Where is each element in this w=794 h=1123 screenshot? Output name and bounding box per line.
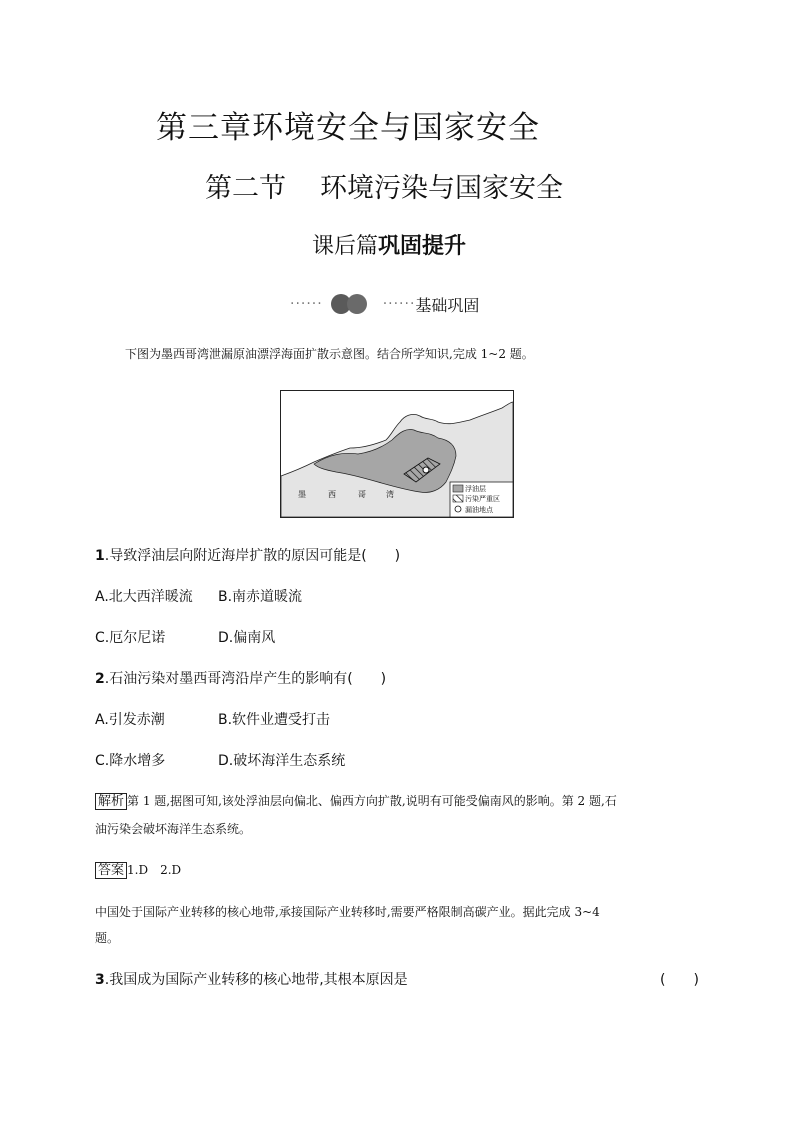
subtitle-normal: 课后篇 [312, 234, 379, 259]
sea-label-3: 哥 [358, 490, 366, 499]
legend-oil: 浮油层 [465, 485, 486, 493]
question-stem: .导致浮油层向附近海岸扩散的原因可能是( ) [104, 548, 401, 564]
question-number: 1 [95, 548, 105, 564]
q2-option-c: C.降水增多 [95, 753, 166, 769]
question-stem: .石油污染对墨西哥湾沿岸产生的影响有( ) [104, 671, 387, 687]
q2-option-b: B.软件业遭受打击 [218, 712, 331, 728]
section-label [290, 292, 479, 316]
sea-label-2: 西 [328, 490, 336, 499]
intro-text: 下图为墨西哥湾泄漏原油漂浮海面扩散示意图。结合所学知识,完成 1~2 题。 [125, 347, 534, 361]
passage-2-line-1: 中国处于国际产业转移的核心地带,承接国际产业转移时,需要严格限制高碳产业。据此完成 3~4 [95, 905, 600, 919]
section-number: 第二节 [205, 173, 286, 204]
subtitle-bold: 巩固提升 [378, 234, 467, 259]
q2-option-d: D.破坏海洋生态系统 [218, 753, 346, 769]
passage-2-line-2: 题。 [95, 931, 120, 945]
analysis-text-1: 第 1 题,据图可知,该处浮油层向偏北、偏西方向扩散,说明有可能受偏南风的影响。第 2 题,石 [127, 794, 617, 808]
q2-option-a: A.引发赤潮 [95, 712, 165, 728]
dots-left: ······ [290, 296, 323, 312]
legend-swatch-leak [455, 506, 461, 512]
legend [450, 482, 513, 517]
subtitle [312, 229, 466, 260]
section-label-text: 基础巩固 [415, 295, 480, 315]
legend-swatch-oil [453, 485, 463, 492]
legend-leak: 漏油地点 [465, 506, 493, 514]
question-stem: .我国成为国际产业转移的核心地带,其根本原因是 [104, 972, 408, 988]
chapter-title: 第三章环境安全与国家安全 [156, 110, 540, 146]
answer-line [95, 859, 181, 878]
question-1 [95, 545, 400, 565]
leak-point [423, 467, 429, 473]
analysis-label: 解析 [95, 793, 127, 810]
q1-option-a: A.北大西洋暖流 [95, 589, 193, 605]
analysis-text-2: 油污染会破坏海洋生态系统。 [95, 822, 252, 836]
q1-option-b: B.南赤道暖流 [218, 589, 303, 605]
sea-label-1: 墨 [298, 490, 306, 499]
question-2 [95, 668, 386, 688]
dots-right: ······ [382, 296, 416, 312]
question-3 [95, 969, 408, 989]
section-title [205, 166, 563, 205]
q1-option-c: C.厄尔尼诺 [95, 630, 166, 646]
q1-option-d: D.偏南风 [218, 630, 276, 646]
legend-swatch-pollution [453, 495, 463, 502]
sea-label-4: 湾 [386, 490, 394, 499]
question-number: 2 [95, 671, 105, 687]
question-number: 3 [95, 972, 105, 988]
answer-label: 答案 [95, 862, 127, 879]
q3-answer-paren: ( ) [660, 972, 699, 988]
section-name: 环境污染与国家安全 [320, 173, 563, 204]
legend-pollution: 污染严重区 [465, 495, 500, 503]
oil-spill-map [280, 390, 514, 518]
double-circle-icon [327, 292, 375, 316]
answer-text: 1.D 2.D [127, 863, 182, 877]
analysis-line-1 [95, 790, 617, 809]
